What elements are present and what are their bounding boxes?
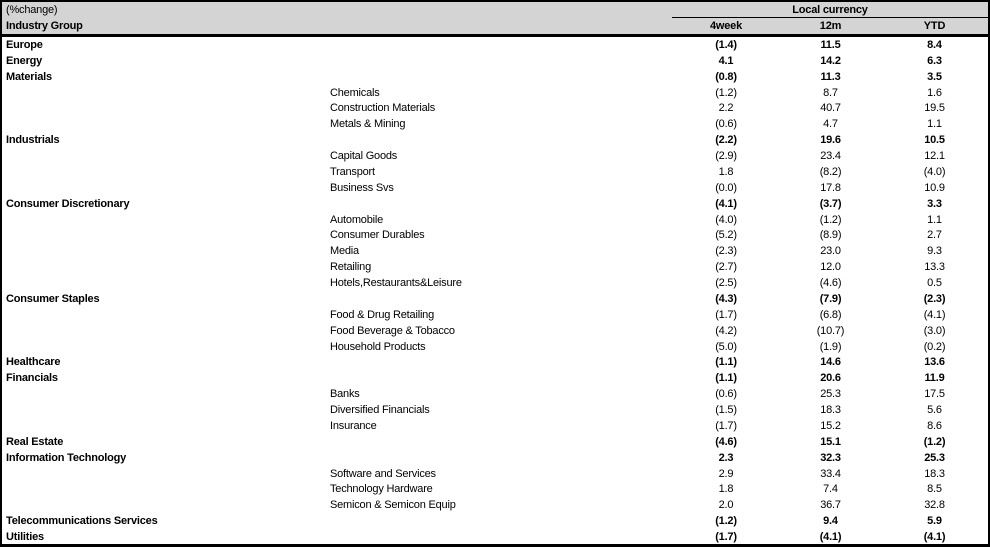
industry-group-label: Consumer Discretionary: [6, 197, 130, 210]
table-row: [2, 148, 988, 164]
industry-group-label: Financials: [6, 372, 58, 385]
cell-4week: 1.8: [718, 483, 734, 496]
cell-4week: (2.5): [715, 277, 737, 290]
industry-group-label: Europe: [6, 38, 43, 51]
column-header-4week: 4week: [709, 20, 743, 32]
table-row: [2, 259, 988, 275]
table-header: [2, 2, 988, 37]
cell-12m: (1.2): [819, 213, 842, 226]
industry-sub-label: Technology Hardware: [330, 483, 433, 496]
table-row: [2, 53, 988, 69]
table-row: [2, 243, 988, 259]
cell-12m: (10.7): [816, 324, 845, 337]
cell-ytd: 19.5: [924, 102, 945, 115]
table-row: [2, 466, 988, 482]
cell-4week: (1.7): [715, 308, 737, 321]
table-row: [2, 291, 988, 307]
industry-sub-label: Semicon & Semicon Equip: [330, 499, 456, 512]
cell-ytd: 1.6: [927, 86, 942, 99]
cell-12m: (8.9): [819, 229, 842, 242]
table-row: [2, 101, 988, 117]
cell-12m: 19.6: [820, 134, 841, 147]
table-row: [2, 180, 988, 196]
industry-sub-label: Construction Materials: [330, 102, 436, 115]
cell-ytd: (3.0): [923, 324, 946, 337]
industry-group-label: Real Estate: [6, 435, 64, 448]
cell-12m: 40.7: [820, 102, 841, 115]
industry-sub-label: Software and Services: [330, 467, 436, 480]
industry-group-label: Industrials: [6, 134, 60, 147]
cell-ytd: 3.3: [927, 197, 942, 210]
cell-4week: (4.1): [715, 197, 737, 210]
cell-4week: (1.5): [715, 404, 737, 417]
table-row: [2, 132, 988, 148]
cell-4week: (1.2): [715, 515, 737, 528]
cell-ytd: 5.9: [927, 515, 942, 528]
cell-4week: (1.4): [715, 38, 737, 51]
table-row: [2, 307, 988, 323]
cell-12m: 15.1: [820, 435, 841, 448]
industry-sub-label: Metals & Mining: [330, 118, 406, 131]
cell-12m: 12.0: [820, 261, 841, 274]
cell-4week: (2.9): [715, 150, 737, 163]
cell-4week: (0.0): [715, 181, 737, 194]
cell-4week: (0.6): [715, 388, 737, 401]
cell-ytd: 9.3: [927, 245, 942, 258]
cell-12m: (4.1): [819, 531, 842, 544]
cell-ytd: 25.3: [924, 451, 945, 464]
industry-sub-label: Household Products: [330, 340, 426, 353]
industry-sub-label: Chemicals: [330, 86, 380, 99]
cell-ytd: 13.3: [924, 261, 945, 274]
header-row-columns: [2, 18, 988, 34]
table-row: [2, 434, 988, 450]
cell-4week: (2.2): [715, 134, 737, 147]
industry-sub-label: Consumer Durables: [330, 229, 425, 242]
cell-ytd: 10.5: [924, 134, 945, 147]
cell-12m: (1.9): [819, 340, 842, 353]
cell-4week: (1.2): [715, 86, 737, 99]
industry-sub-label: Banks: [330, 388, 360, 401]
cell-12m: 32.3: [820, 451, 841, 464]
cell-ytd: 32.8: [924, 499, 945, 512]
table-row: [2, 450, 988, 466]
cell-12m: 14.2: [820, 54, 841, 67]
table-row: [2, 228, 988, 244]
percent-change-label: (%change): [6, 4, 58, 16]
cell-ytd: (0.2): [923, 340, 946, 353]
cell-12m: 14.6: [820, 356, 841, 369]
cell-ytd: 18.3: [924, 467, 945, 480]
table-row: [2, 212, 988, 228]
cell-ytd: (1.2): [923, 435, 946, 448]
cell-ytd: (4.1): [923, 531, 946, 544]
cell-4week: (4.3): [715, 292, 737, 305]
cell-ytd: 6.3: [927, 54, 942, 67]
cell-4week: (4.2): [715, 324, 737, 337]
cell-ytd: 8.6: [927, 419, 942, 432]
cell-4week: (2.3): [715, 245, 737, 258]
industry-sub-label: Hotels,Restaurants&Leisure: [330, 277, 462, 290]
table-row: [2, 386, 988, 402]
cell-12m: 11.3: [820, 70, 841, 83]
industry-group-header: Industry Group: [6, 20, 83, 32]
industry-sub-label: Capital Goods: [330, 150, 398, 163]
industry-sub-label: Business Svs: [330, 181, 394, 194]
cell-12m: (4.6): [819, 277, 842, 290]
cell-4week: 2.3: [718, 451, 734, 464]
cell-ytd: 10.9: [924, 181, 945, 194]
cell-4week: (4.0): [715, 213, 737, 226]
table-row: [2, 513, 988, 529]
table-row: [2, 37, 988, 53]
cell-12m: (7.9): [819, 292, 842, 305]
table-row: [2, 116, 988, 132]
table-row: [2, 164, 988, 180]
cell-12m: 9.4: [823, 515, 838, 528]
table-row: [2, 323, 988, 339]
cell-4week: (5.2): [715, 229, 737, 242]
cell-ytd: 1.1: [927, 118, 942, 131]
cell-ytd: 1.1: [927, 213, 942, 226]
cell-ytd: (2.3): [923, 292, 946, 305]
cell-ytd: 12.1: [924, 150, 945, 163]
cell-12m: 20.6: [820, 372, 841, 385]
cell-ytd: 8.5: [927, 483, 942, 496]
industry-group-label: Healthcare: [6, 356, 61, 369]
industry-sub-label: Transport: [330, 165, 375, 178]
cell-ytd: 0.5: [927, 277, 942, 290]
industry-group-label: Information Technology: [6, 451, 127, 464]
cell-12m: 8.7: [823, 86, 838, 99]
industry-sub-label: Food & Drug Retailing: [330, 308, 435, 321]
cell-ytd: 5.6: [927, 404, 942, 417]
cell-12m: (3.7): [819, 197, 842, 210]
cell-12m: 17.8: [820, 181, 841, 194]
cell-4week: 1.8: [718, 165, 734, 178]
local-currency-header: Local currency: [672, 2, 988, 18]
cell-12m: 36.7: [820, 499, 841, 512]
industry-group-label: Energy: [6, 54, 43, 67]
cell-12m: 4.7: [823, 118, 838, 131]
cell-4week: 2.0: [718, 499, 734, 512]
table-row: [2, 402, 988, 418]
cell-12m: 23.0: [820, 245, 841, 258]
header-row-currency: [2, 2, 988, 18]
cell-12m: 15.2: [820, 419, 841, 432]
table-row: [2, 339, 988, 355]
cell-12m: (6.8): [819, 308, 842, 321]
cell-4week: (1.7): [715, 419, 737, 432]
table-row: [2, 196, 988, 212]
cell-12m: (8.2): [819, 165, 842, 178]
table-row: [2, 529, 988, 545]
table-row: [2, 482, 988, 498]
table-row: [2, 275, 988, 291]
cell-4week: (1.7): [715, 531, 737, 544]
industry-group-label: Consumer Staples: [6, 292, 100, 305]
cell-4week: (4.6): [715, 435, 737, 448]
column-header-12m: 12m: [819, 20, 842, 32]
table-body: [2, 37, 988, 545]
cell-4week: 2.2: [718, 102, 734, 115]
table-row: [2, 85, 988, 101]
cell-4week: 2.9: [718, 467, 734, 480]
industry-group-label: Materials: [6, 70, 52, 83]
industry-sub-label: Automobile: [330, 213, 384, 226]
cell-4week: (2.7): [715, 261, 737, 274]
table-row: [2, 355, 988, 371]
cell-4week: (1.1): [715, 372, 737, 385]
cell-ytd: 3.5: [927, 70, 942, 83]
cell-4week: (0.8): [715, 70, 737, 83]
cell-4week: (1.1): [715, 356, 737, 369]
industry-group-label: Telecommunications Services: [6, 515, 158, 528]
cell-4week: (5.0): [715, 340, 737, 353]
industry-sub-label: Media: [330, 245, 359, 258]
table-row: [2, 69, 988, 85]
cell-ytd: 8.4: [927, 38, 942, 51]
cell-4week: (0.6): [715, 118, 737, 131]
cell-12m: 33.4: [820, 467, 841, 480]
cell-12m: 25.3: [820, 388, 841, 401]
cell-12m: 11.5: [820, 38, 841, 51]
cell-12m: 23.4: [820, 150, 841, 163]
cell-ytd: (4.1): [923, 308, 946, 321]
cell-12m: 7.4: [823, 483, 838, 496]
industry-sub-label: Retailing: [330, 261, 372, 274]
cell-ytd: 11.9: [924, 372, 945, 385]
table-row: [2, 418, 988, 434]
table-row: [2, 497, 988, 513]
cell-ytd: 2.7: [927, 229, 942, 242]
cell-12m: 18.3: [820, 404, 841, 417]
industry-sub-label: Insurance: [330, 419, 377, 432]
column-header-ytd: YTD: [923, 20, 946, 32]
industry-group-label: Utilities: [6, 531, 44, 544]
industry-sub-label: Diversified Financials: [330, 404, 430, 417]
cell-ytd: 13.6: [924, 356, 945, 369]
cell-4week: 4.1: [718, 54, 734, 67]
cell-ytd: 17.5: [924, 388, 945, 401]
cell-ytd: (4.0): [923, 165, 946, 178]
industry-sub-label: Food Beverage & Tobacco: [330, 324, 455, 337]
table-row: [2, 370, 988, 386]
